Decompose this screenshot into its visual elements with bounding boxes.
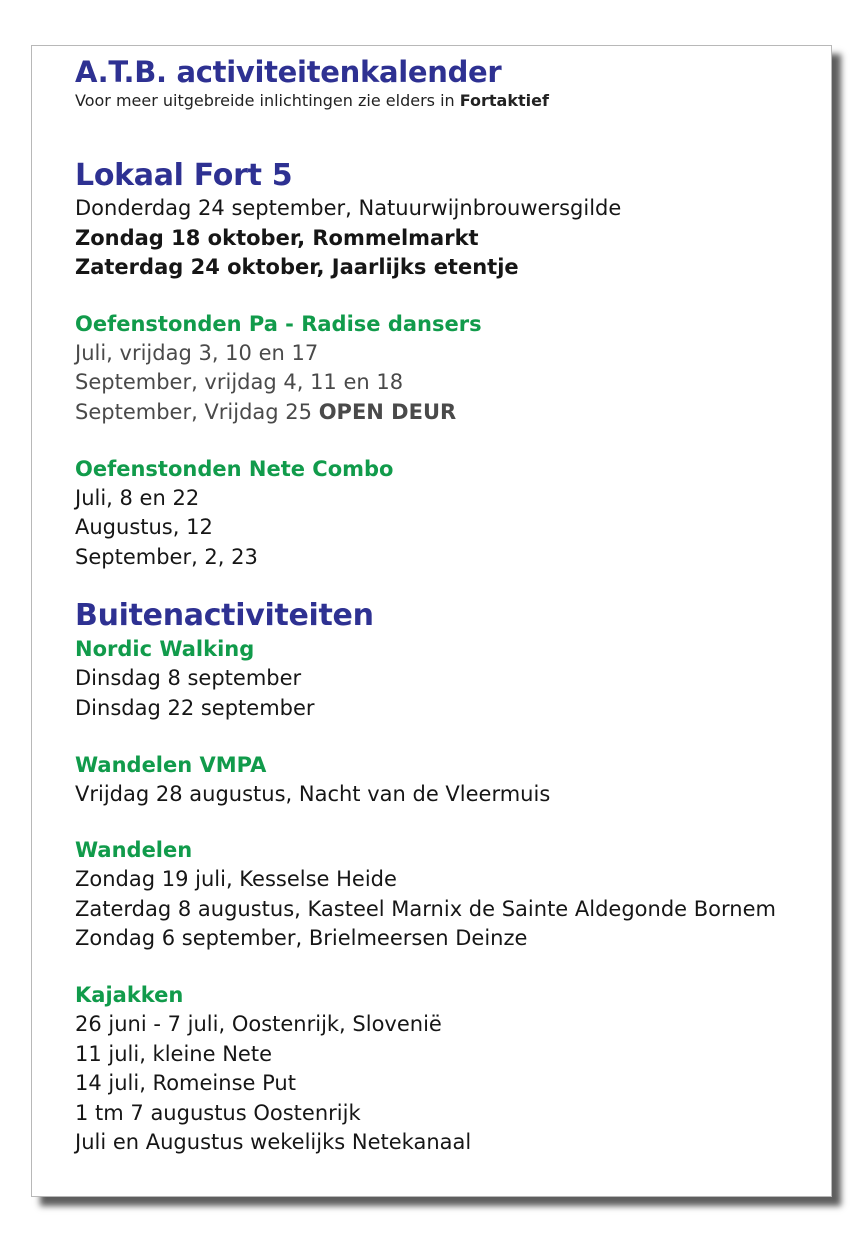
event-line: Zondag 19 juli, Kesselse Heide <box>75 867 397 892</box>
event-line <box>75 398 821 428</box>
event-line: 26 juni - 7 juli, Oostenrijk, Slovenië <box>75 1011 442 1036</box>
event-line-text: September, Vrijdag 25 <box>75 399 319 424</box>
subtitle-bold: Fortaktief <box>459 91 549 110</box>
subtitle-text: Voor meer uitgebreide inlichtingen zie elders in <box>75 91 460 110</box>
calendar-content <box>75 54 821 1158</box>
page-title: A.T.B. activiteitenkalender <box>75 55 502 89</box>
event-line: Zondag 18 oktober, Rommelmarkt <box>75 225 479 250</box>
event-line: Zaterdag 24 oktober, Jaarlijks etentje <box>75 255 519 280</box>
subsection-title-combo: Oefenstonden Nete Combo <box>75 456 394 481</box>
section-title-lokaal: Lokaal Fort 5 <box>75 158 293 193</box>
event-line: Juli en Augustus wekelijks Netekanaal <box>75 1130 472 1155</box>
event-line: Juli, 8 en 22 <box>75 485 200 510</box>
event-line: Zaterdag 8 augustus, Kasteel Marnix de Sainte Aldegonde Bornem <box>75 896 776 921</box>
event-line: 1 tm 7 augustus Oostenrijk <box>75 1100 361 1125</box>
event-line: 11 juli, kleine Nete <box>75 1041 272 1066</box>
open-deur-label: OPEN DEUR <box>318 399 457 424</box>
subsection-title-wandelen: Wandelen <box>75 838 193 863</box>
subsection-title-nordic: Nordic Walking <box>75 637 255 662</box>
section-title-buiten: Buitenactiviteiten <box>75 598 374 634</box>
event-line: Zondag 6 september, Brielmeersen Deinze <box>75 926 528 951</box>
event-line: Juli, vrijdag 3, 10 en 17 <box>75 340 319 365</box>
event-line: Donderdag 24 september, Natuurwijnbrouwersgilde <box>75 196 622 220</box>
event-line: September, vrijdag 4, 11 en 18 <box>75 370 404 395</box>
subsection-title-kajakken: Kajakken <box>75 982 184 1007</box>
event-line: Dinsdag 8 september <box>75 666 302 691</box>
event-line: 14 juli, Romeinse Put <box>75 1071 296 1096</box>
event-line: Augustus, 12 <box>75 515 213 540</box>
page-subtitle <box>75 90 821 112</box>
event-line: Vrijdag 28 augustus, Nacht van de Vleermuis <box>75 781 551 806</box>
event-line: September, 2, 23 <box>75 544 258 569</box>
subsection-title-vmpa: Wandelen VMPA <box>75 752 267 777</box>
calendar-page <box>31 45 832 1197</box>
event-line: Dinsdag 22 september <box>75 695 315 720</box>
subsection-title-radise: Oefenstonden Pa - Radise dansers <box>75 311 482 336</box>
